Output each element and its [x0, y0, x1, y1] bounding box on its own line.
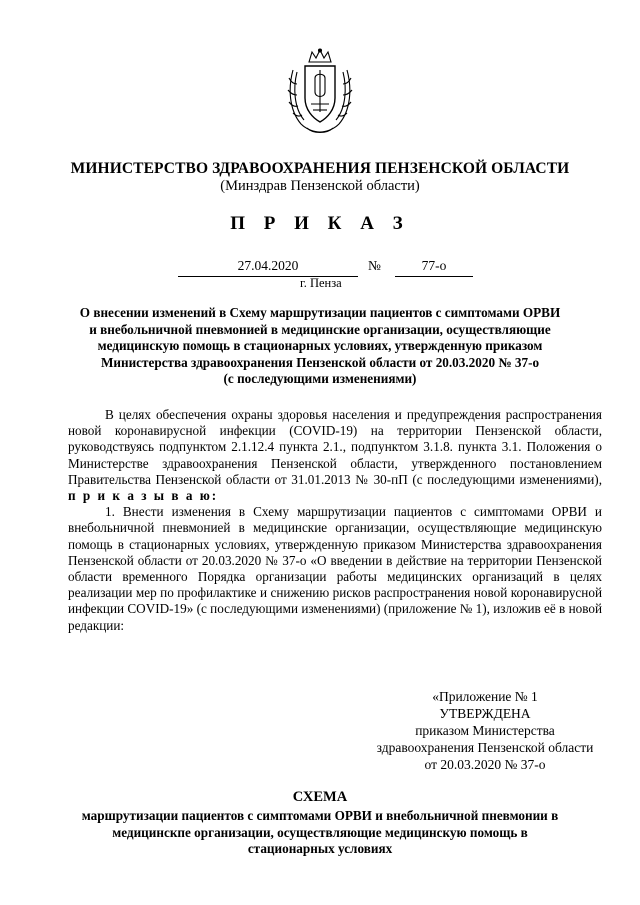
body-text: В целях обеспечения охраны здоровья населения и предупреждения распространения новой коронавирусной инфекции (COVID-19) на территории Пензенской области, руководствуясь подпунктом 2.1.12.4 пункта 2.1., подпунктом 3.1.8. пункта 3.1. Положения о Министерстве здравоохранения Пензенской области, утвержденного постановлением Правительства Пензенской области от 31.01.2013 № 30-пП (с последующими изменениями),	[68, 407, 602, 487]
appendix-line: «Приложение № 1	[432, 689, 538, 704]
ministry-short-name: (Минздрав Пензенской области)	[220, 178, 420, 194]
body-paragraph	[68, 407, 602, 504]
schema-title: СХЕМА	[292, 789, 348, 805]
schema-line: медицинскпе организации, осуществляющие медицинскую помощь в	[112, 824, 528, 840]
number-sign: №	[368, 258, 381, 273]
subject-line: и внебольничной пневмонией в медицинские организации, осуществляющие	[89, 321, 551, 337]
appendix-approval-block	[360, 688, 610, 773]
subject-line: (с последующими изменениями)	[223, 371, 417, 386]
coat-of-arms-emblem	[285, 48, 355, 136]
subject-line: Министерства здравоохранения Пензенской области от 20.03.2020 № 37-о	[100, 354, 540, 370]
appendix-line: от 20.03.2020 № 37-о	[424, 757, 546, 772]
order-subject	[0, 305, 640, 388]
order-number: 77-о	[395, 258, 473, 277]
order-date: 27.04.2020	[178, 258, 358, 277]
subject-line: медицинскую помощь в стационарных условиях, утвержденную приказом	[97, 338, 543, 353]
ministry-name: МИНИСТЕРСТВО ЗДРАВООХРАНЕНИЯ ПЕНЗЕНСКОЙ ОБЛАСТИ	[70, 160, 570, 177]
subject-line: О внесении изменений в Схему маршрутизации пациентов с симптомами ОРВИ	[79, 305, 561, 320]
schema-line: стационарных условиях	[247, 841, 393, 856]
appendix-line: здравоохранения Пензенской области	[376, 740, 594, 755]
schema-subtitle	[0, 808, 640, 858]
order-directive: п р и к а з ы в а ю:	[68, 488, 219, 504]
appendix-line: УТВЕРЖДЕНА	[439, 706, 531, 721]
order-body	[68, 407, 602, 634]
city: г. Пенза	[300, 276, 342, 290]
order-title: П Р И К А З	[230, 213, 410, 234]
appendix-line: приказом Министерства	[415, 723, 555, 738]
body-paragraph: 1. Внести изменения в Схему маршрутизации пациентов с симптомами ОРВИ и внебольничной пневмонией в медицинские организации, осуществляющие медицинскую помощь в стационарных условиях, утвержденную приказом Министерства здравоохранения Пензенской области от 20.03.2020 № 37-о «О введении в действие на территории Пензенской области временного Порядка организации работы медицинских организаций в целях реализации мер по профилактике и снижению рисков распространения новой коронавирусной инфекции COVID-19» (с последующими изменениями) (приложение № 1), изложив её в новой редакции:	[68, 504, 603, 633]
schema-line: маршрутизации пациентов с симптомами ОРВИ и внебольничной пневмонии в	[81, 808, 559, 823]
